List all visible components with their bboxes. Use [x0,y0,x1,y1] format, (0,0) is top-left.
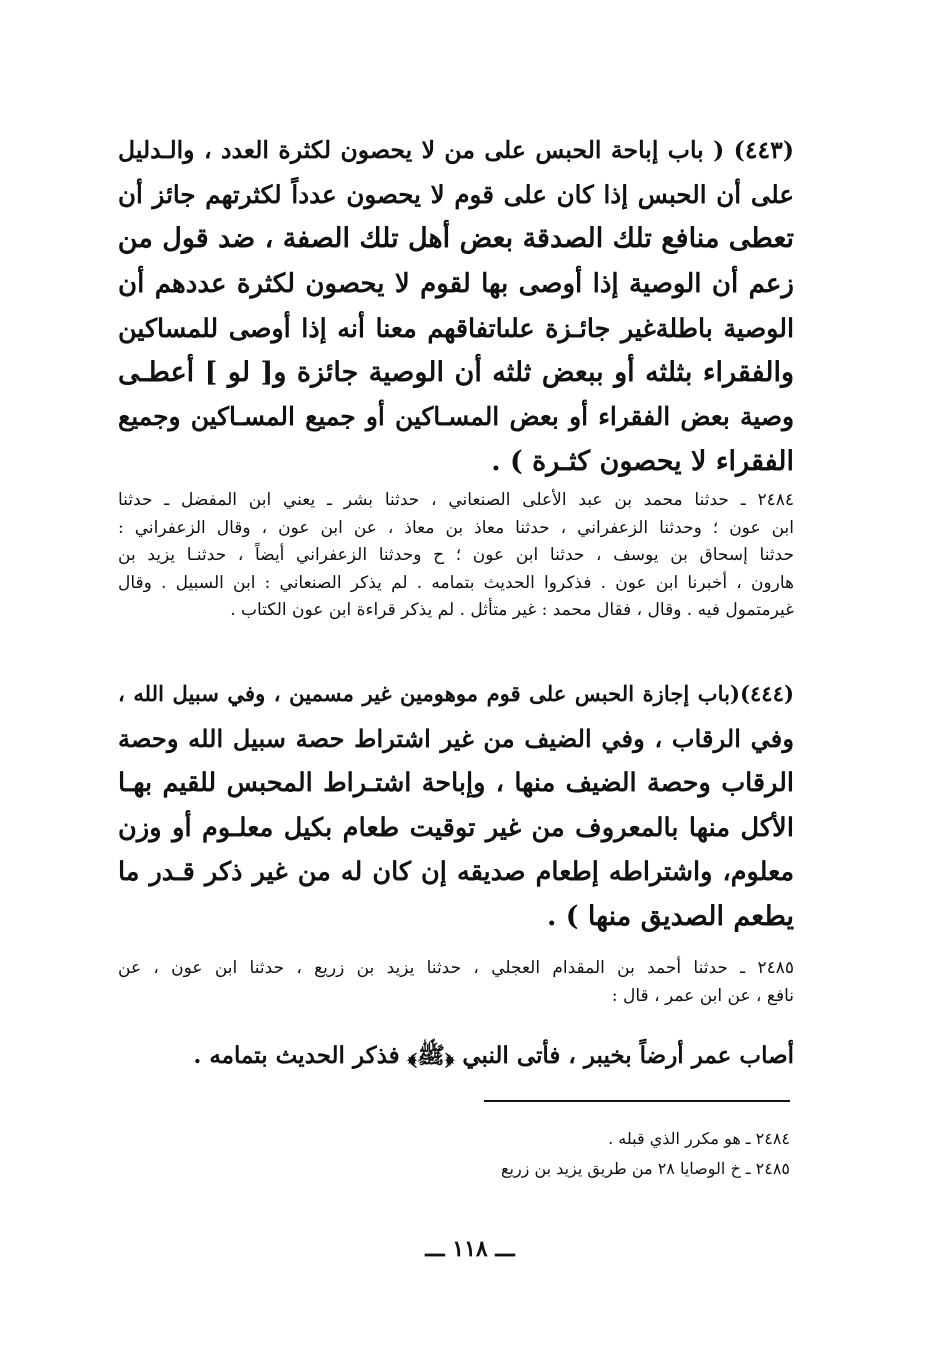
heading-line: وفي الرقاب ، وفي الضيف من غير اشتراط حصة سبيل الله وحصة [118,723,794,753]
heading-line: (٤٤٣) ( باب إباحة الحبس على من لا يحصون لكثرة العدد ، والـدليل [118,136,794,164]
hadith-line: ٢٤٨٤ ـ حدثنا محمد بن عبد الأعلى الصنعاني ، حدثنا بشر ـ يعني ابن المفضل ـ حدثنا [118,490,794,510]
heading-line: الوصية باطلةغير جائـزة علىاتفاقهم معنا أنه إذا أوصى للمساكين [118,313,794,343]
chapter-heading-444 [118,672,794,939]
matn-line: أصاب عمر أرضاً بخيبر ، فأتى النبي ﴿ﷺ﴾ فذكر الحديث بتمامه . [193,1042,794,1069]
footnote: ٢٤٨٥ ـ خ الوصايا ٢٨ من طريق يزيد بن زريع [500,1159,790,1178]
hadith-line: ابن عون ؛ وحدثنا الزعفراني ، حدثنا معاذ بن معاذ ، عن ابن عون ، وقال الزعفراني : [118,517,794,538]
heading-line: تعطى منافع تلك الصدقة بعض أهل تلك الصفة ، ضد قول من [117,223,794,254]
heading-line: والفقراء بثلثه أو ببعض ثلثه أن الوصية جائزة و[ لو ] أعطـى [118,356,794,388]
hadith-line: هارون ، أخبرنا ابن عون . فذكروا الحديث بتمامه . لم يذكر الصنعاني : ابن السبيل . وقال [118,572,794,593]
heading-line: (٤٤٤)(باب إجازة الحبس على قوم موهومين غير مسمين ، وفي سبيل الله ، [118,681,794,706]
hadith-line: نافع ، عن ابن عمر ، قال : [611,985,794,1006]
footnotes [430,1124,790,1184]
heading-line: زعم أن الوصية إذا أوصى بها لقوم لا يحصون لكثرة عددهم أن [118,268,794,299]
heading-line: الرقاب وحصة الضيف منها ، وإباحة اشتـراط المحبس للقيم بهـا [118,768,794,798]
heading-line: الأكل منها بالمعروف من غير توقيت طعام بكيل معلـوم أو وزن [118,812,794,843]
heading-line: على أن الحبس إذا كان على قوم لا يحصون عدداً لكثرتهم جائز أن [118,179,794,209]
hadith-2484 [118,487,794,625]
heading-line: وصية بعض الفقراء أو بعض المسـاكين أو جميع المسـاكين وجميع [118,402,794,431]
heading-line: الفقراء لا يحصون كثـرة ) . [491,445,794,477]
heading-line: معلوم، واشتراطه إطعام صديقه إن كان له من غير ذكر قـدر ما [118,857,794,887]
page-number: ـــ ١١٨ ـــ [425,1236,515,1262]
footnote: ٢٤٨٤ ـ هو مكرر الذي قبله . [608,1129,790,1148]
hadith-line: ٢٤٨٥ ـ حدثنا أحمد بن المقدام العجلي ، حدثنا يزيد بن زريع ، حدثنا ابن عون ، عن [118,958,794,978]
hadith-2485-text [118,1036,794,1076]
hadith-2485 [118,955,794,1010]
heading-line: يطعم الصديق منها ) . [546,900,794,932]
chapter-heading-443 [118,128,794,484]
hadith-line: غيرمتمول فيه . وقال ، فقال محمد : غير متأثل . لم يذكر قراءة ابن عون الكتاب . [230,600,794,620]
footnote-divider [484,1100,790,1102]
hadith-line: حدثنا إسحاق بن يوسف ، حدثنا ابن عون ؛ ح وحدثنا الزعفراني أيضاً ، حدثنـا يزيد بن [118,545,794,565]
